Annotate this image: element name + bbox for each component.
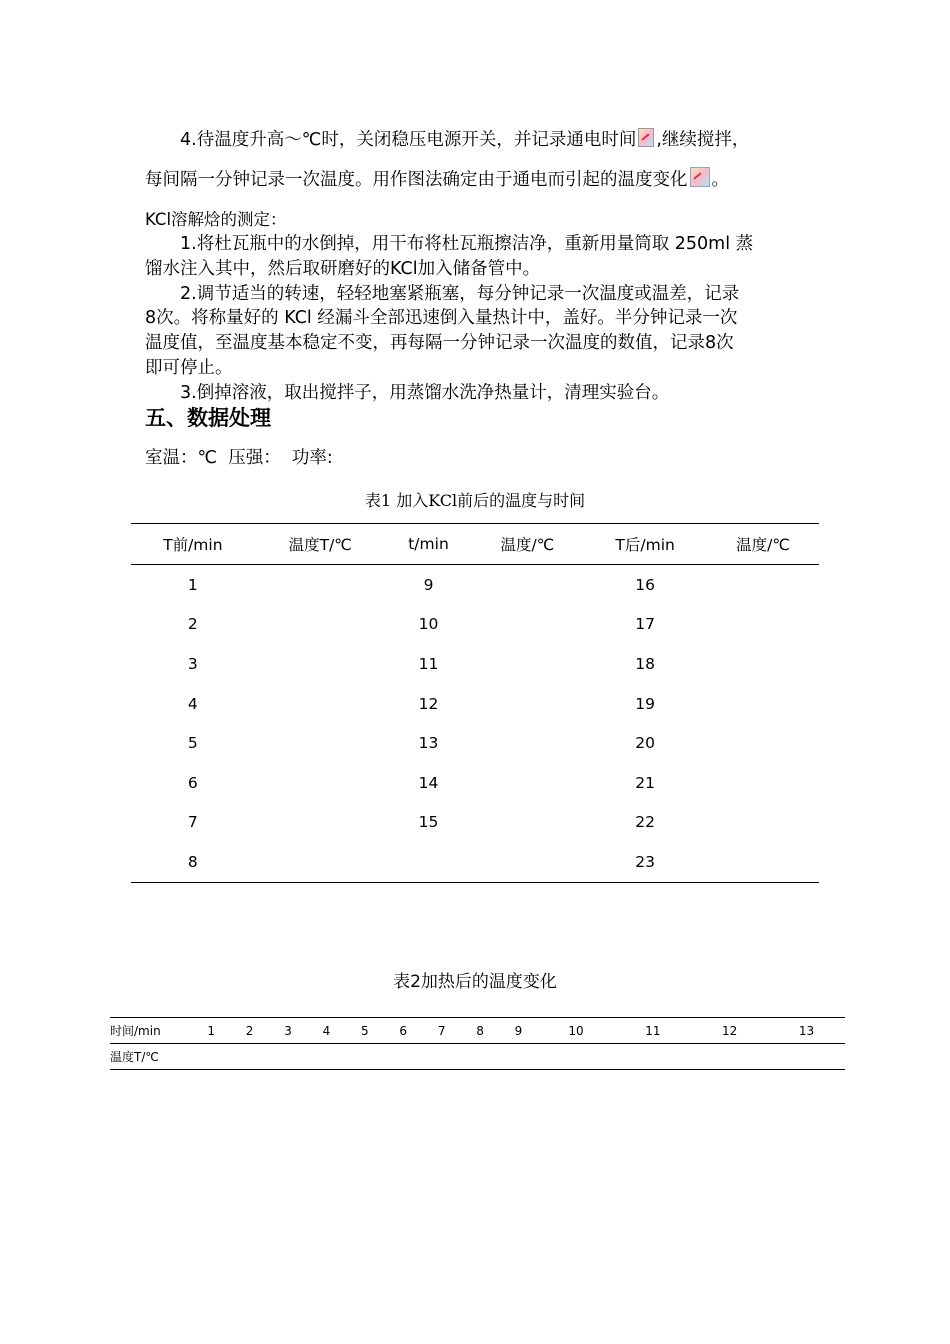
table1-cell [471, 644, 583, 684]
table1-cell: 11 [418, 654, 439, 673]
table2-temp-cell [461, 1044, 499, 1070]
table-row [131, 565, 819, 605]
kcl-step2-line2: 8次。将称量好的 KCl 经漏斗全部迅速倒入量热计中，盖好。半分钟记录一次 [145, 308, 738, 328]
table2-temp-cell [422, 1044, 460, 1070]
table2-caption: 表2加热后的温度变化 [393, 972, 557, 992]
table2-temp-cell [307, 1044, 345, 1070]
table1-cell [707, 605, 819, 645]
table1-cell [707, 644, 819, 684]
table2-temp-cell [614, 1044, 691, 1070]
table2-time-cell: 6 [384, 1018, 422, 1044]
table1-cell [255, 684, 386, 724]
table1-cell: 13 [418, 734, 439, 753]
kcl-section-title: KCl溶解焓的测定： [145, 210, 287, 229]
table1-cell: 7 [187, 813, 198, 832]
table2-temp-cell [192, 1044, 230, 1070]
table1-cell [255, 763, 386, 803]
table2-temp-cell [538, 1044, 615, 1070]
table2-temp-cell [346, 1044, 384, 1070]
table1-cell [471, 763, 583, 803]
table2-time-cell: 8 [461, 1018, 499, 1044]
step4-line2: 每间隔一分钟记录一次温度。用作图法确定由于通电而引起的温度变化 。 [145, 166, 729, 191]
table2-temp-row [110, 1044, 845, 1070]
table1-cell [707, 803, 819, 843]
table1-cell: 16 [635, 575, 655, 594]
table1-cell [255, 644, 386, 684]
table1-cell [707, 763, 819, 803]
table1-cell [255, 803, 386, 843]
table1-cell: 5 [187, 734, 198, 753]
table1-cell: 1 [187, 575, 198, 594]
table1-cell: 21 [635, 773, 655, 792]
table2-time-cell: 12 [691, 1018, 768, 1044]
table1-cell: 6 [187, 773, 198, 792]
table1-cell [255, 605, 386, 645]
table2-time-cell: 4 [307, 1018, 345, 1044]
table1-cell [255, 723, 386, 763]
kcl-step2-line1: 2.调节适当的转速，轻轻地塞紧瓶塞，每分钟记录一次温度或温差，记录 [180, 284, 740, 304]
table1-header: t/min [386, 524, 472, 565]
table1-cell [471, 605, 583, 645]
table1-header: 温度/℃ [707, 524, 819, 565]
table2-time-cell: 2 [230, 1018, 268, 1044]
table2-time-row [110, 1018, 845, 1044]
table2-time-cell: 13 [768, 1018, 845, 1044]
kcl-step1-line2: 馏水注入其中，然后取研磨好的KCl加入储备管中。 [145, 259, 541, 279]
table1-cell: 14 [418, 773, 439, 792]
table1-cell: 12 [418, 694, 439, 713]
table1-header: 温度/℃ [471, 524, 583, 565]
table2-time-cell: 3 [269, 1018, 307, 1044]
table1-cell [707, 565, 819, 605]
inline-image-icon [638, 128, 654, 147]
table-row [131, 763, 819, 803]
table2-temp-label: 温度T/℃ [110, 1044, 192, 1070]
table1-cell [471, 803, 583, 843]
table1-cell: 2 [187, 615, 198, 634]
table1-cell: 9 [423, 575, 434, 594]
table1-cell: 15 [418, 813, 439, 832]
kcl-step2-line3: 温度值，至温度基本稳定不变，再每隔一分钟记录一次温度的数值，记录8次 [145, 333, 734, 353]
table2 [110, 1017, 845, 1070]
table2-temp-cell [768, 1044, 845, 1070]
table2-time-cell: 10 [538, 1018, 615, 1044]
kcl-step1-line1: 1.将杜瓦瓶中的水倒掉，用干布将杜瓦瓶擦洁净，重新用量筒取 250ml 蒸 [180, 234, 754, 254]
table1-cell: 18 [635, 654, 655, 673]
table1-cell: 23 [583, 842, 707, 882]
table1-header: 温度T/℃ [255, 524, 386, 565]
table-row [131, 803, 819, 843]
table-row [131, 605, 819, 645]
inline-image-icon [690, 167, 710, 187]
table1-cell [471, 723, 583, 763]
table2-time-label: 时间/min [110, 1018, 192, 1044]
table1-cell: 17 [635, 615, 655, 634]
table1-cell: 8 [131, 842, 255, 882]
table1-cell [386, 842, 472, 882]
table1-cell [255, 565, 386, 605]
table1-header-row [131, 524, 819, 565]
table1-cell: 20 [635, 734, 655, 753]
experiment-conditions: 室温：℃ 压强： 功率: [145, 448, 333, 468]
kcl-step2-line4: 即可停止。 [145, 358, 233, 378]
table1-cell [707, 684, 819, 724]
section-heading: 五、数据处理 [145, 406, 271, 430]
table-row [131, 684, 819, 724]
table1-header: T前/min [131, 524, 255, 565]
table2-time-cell: 5 [346, 1018, 384, 1044]
table2-time-cell: 9 [499, 1018, 537, 1044]
table-row [131, 644, 819, 684]
table2-time-cell: 1 [192, 1018, 230, 1044]
step4-line1: 4.待温度升高～℃时，关闭稳压电源开关，并记录通电时间 ,继续搅拌， [180, 130, 750, 150]
table1-cell: 3 [187, 654, 198, 673]
table2-time-cell: 7 [422, 1018, 460, 1044]
table1-header: T后/min [583, 524, 707, 565]
table1-cell [255, 842, 386, 882]
table-row [131, 723, 819, 763]
table2-temp-cell [499, 1044, 537, 1070]
table1-caption: 表1 加入KCl前后的温度与时间 [364, 491, 586, 510]
table1-cell: 19 [635, 694, 655, 713]
table1-cell [471, 684, 583, 724]
table1-cell: 4 [187, 694, 198, 713]
table1-cell: 10 [418, 615, 439, 634]
table1-cell [471, 565, 583, 605]
table1 [131, 523, 819, 883]
table2-temp-cell [230, 1044, 268, 1070]
table2-temp-cell [691, 1044, 768, 1070]
kcl-step3: 3.倒掉溶液，取出搅拌子，用蒸馏水洗净热量计，清理实验台。 [180, 383, 670, 403]
table2-temp-cell [384, 1044, 422, 1070]
table2-temp-cell [269, 1044, 307, 1070]
table1-cell [707, 723, 819, 763]
table2-time-cell: 11 [614, 1018, 691, 1044]
table1-cell [707, 842, 819, 882]
table1-cell [471, 842, 583, 882]
table-row [131, 842, 819, 882]
table1-cell: 22 [635, 813, 655, 832]
